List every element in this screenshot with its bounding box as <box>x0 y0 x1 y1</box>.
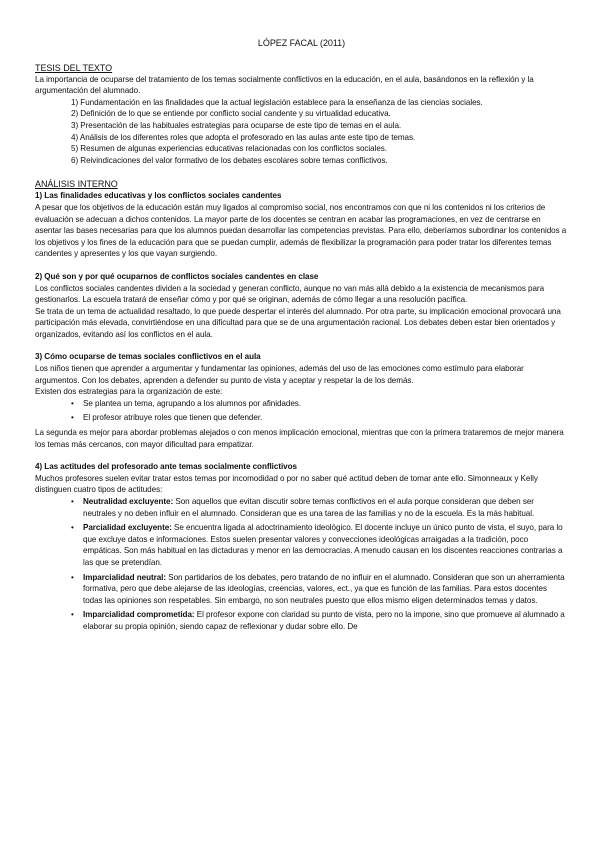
section-2-paragraph-2: Se trata de un tema de actualidad resaltado, lo que puede despertar el interés del alumnado. Por otra parte, su implicación emocional provocará una participación más elevada, convirtiéndose en una dificultad para que se de una argumentación racional. Los debates deben estar bien orientados y organizados, evitando así los conflictos en el aula. <box>35 306 561 339</box>
attitude-list <box>35 496 568 633</box>
thesis-heading: TESIS DEL TEXTO <box>35 62 113 73</box>
attitude-text: Son aquellos que evitan discutir sobre temas conflictivos en el aula porque consideran que deben ser neutrales y no deben influir en el alumnado. Consideran que es una tarea de las familias y no de la escuela. Es la más habitual. <box>83 497 535 518</box>
analysis-heading: ANÁLISIS INTERNO <box>35 179 118 190</box>
strategy-list <box>35 398 568 424</box>
bullet-icon: • <box>71 398 74 408</box>
list-item <box>71 522 568 568</box>
thesis-item: 6) Reivindicaciones del valor formativo de los debates escolares sobre temas conflictivos. <box>71 155 388 165</box>
attitude-text: El profesor expone con claridad su punto de vista, pero no la impone, sino que promueve al alumnado a elaborar su propia opinión, siendo capaz de reflexionar y dudar sobre ello. De <box>83 610 565 631</box>
section-2-title: 2) Qué son y por qué ocuparnos de conflictos sociales candentes en clase <box>35 271 319 281</box>
thesis-list <box>35 97 568 167</box>
attitude-text: Son partidarios de los debates, pero tratando de no influir en el alumnado. Consideran que son un aherramienta formativa, pero que debe alejarse de las ideologías, creencias, valores, ect., ya que es función de las familias. Para estos docentes todas las opiniones son respetables. Sin embargo, no son neutrales puesto que ellos mismo eligen determinados temas y datos. <box>83 572 565 605</box>
section-3-paragraph-3: La segunda es mejor para abordar problemas alejados o con menos implicación emocional, mientras que con la primera trataremos de mejor manera los temas más cercanos, con mayor dificultad para empatizar. <box>35 428 564 449</box>
list-item <box>71 398 568 410</box>
section-4-paragraph-1: Muchos profesores suelen evitar tratar estos temas por incomodidad o por no saber qué actitud deben de tomar ante ello. Simonneaux y Kelly distinguen cuatro tipos de actitudes: <box>35 473 538 495</box>
document-title: LÓPEZ FACAL (2011) <box>257 38 346 48</box>
attitude-term: Neutralidad excluyente: <box>83 497 174 506</box>
list-item <box>71 496 568 519</box>
attitude-term: Imparcialidad comprometida: <box>83 610 195 620</box>
section-2-paragraph-1: Los conflictos sociales candentes dividen a la sociedad y generan conflicto, aunque no van más allá debido a la existencia de mecanismos para gestionarlos. La escuela tratará de enseñar cómo y por qué se originan, además de cómo llegar a una resolución pacífica. <box>35 283 545 305</box>
strategy-text: Se plantea un tema, agrupando a los alumnos por afinidades. <box>83 398 301 408</box>
thesis-item: 1) Fundamentación en las finalidades que la actual legislación establece para la enseñanza de las ciencias sociales. <box>71 97 483 107</box>
thesis-item: 2) Definición de lo que se entiende por conflicto social candente y su virtualidad educativa. <box>71 109 391 119</box>
bullet-icon: • <box>71 413 74 423</box>
section-1-paragraph: A pesar que los objetivos de la educación están muy ligados al compromiso social, nos encontramos con que ni los contenidos ni los criterios de evaluación se adecuan a dichos contenidos. La mayor parte de los docentes se centran en acabar las programaciones, en vez de centrarse en asentar las bases necesarias para que los alumnos puedan desarrollar las competencias previstas. Para ello, deberíamos subordinar los contenidos a los objetivos y los fines de la educación para que se puedan cumplir, además de flexibilizar la programación para poder tratar los diferentes temas candentes y apresentes y los que vayan surgiendo. <box>35 202 567 259</box>
attitude-text: Se encuentra ligada al adoctrinamiento ideológico. El docente incluye un único punto de vista, el suyo, para lo que excluye datos e informaciones. Estos suelen presentar valores y convecciones ideológicas arraigadas a la tradición, poco empáticas. Son más habitual en las dictaduras y menor en las democracias. A menudo causan en los discentes reacciones contrarias a las que se pretendían. <box>83 523 563 567</box>
section-3-title: 3) Cómo ocuparse de temas sociales conflictivos en el aula <box>35 352 261 362</box>
section-1-title: 1) Las finalidades educativas y los conflictos sociales candentes <box>35 191 282 201</box>
bullet-icon: • <box>71 572 74 582</box>
list-item <box>71 572 568 607</box>
thesis-intro: La importancia de ocuparse del tratamiento de los temas socialmente conflictivos en la educación, en el aula, basándonos en la reflexión y la argumentación del alumnado. <box>35 74 534 96</box>
section-4-title: 4) Las actitudes del profesorado ante temas socialmente conflictivos <box>35 462 297 472</box>
bullet-icon: • <box>71 523 74 533</box>
attitude-term: Parcialidad excluyente: <box>83 523 172 533</box>
attitude-term: Imparcialidad neutral: <box>83 572 167 582</box>
thesis-item: 3) Presentación de las habituales estrategias para ocuparse de este tipo de temas en el aula. <box>71 120 402 130</box>
bullet-icon: • <box>71 610 74 620</box>
list-item <box>71 609 568 632</box>
bullet-icon: • <box>71 497 74 506</box>
thesis-item: 5) Resumen de algunas experiencias educativas relacionadas con los conflictos sociales. <box>71 144 387 154</box>
list-item <box>71 412 568 424</box>
section-3-paragraph-2: Existen dos estrategias para la organización de este: <box>35 387 223 397</box>
strategy-text: El profesor atribuye roles que tienen que defender. <box>83 413 263 423</box>
section-3-paragraph-1: Los niños tienen que aprender a argumentar y fundamentar las opiniones, además del uso de las emociones como estímulo para elaborar argumentos. Con los debates, aprenden a defender su punto de vista y aceptar y respetar la de los demás. <box>35 364 524 385</box>
thesis-item: 4) Análisis de los diferentes roles que adopta el profesorado en las aulas ante este tipo de temas. <box>71 132 416 142</box>
